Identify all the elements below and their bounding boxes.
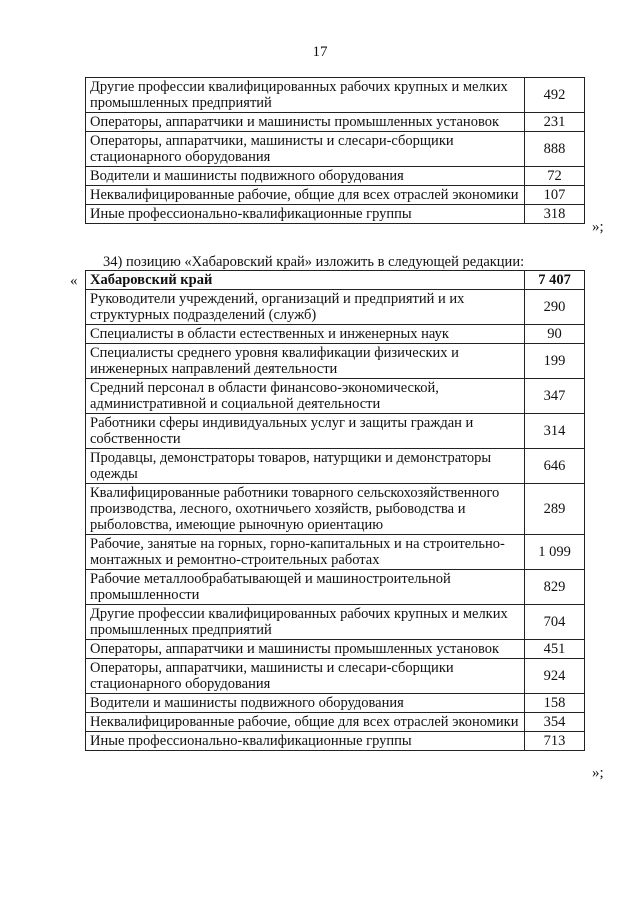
occupation-count: 354 (525, 713, 585, 732)
occupation-count: 199 (525, 344, 585, 379)
table-row (86, 113, 585, 132)
occupation-count: 107 (525, 186, 585, 205)
table-row (86, 379, 585, 414)
occupation-count: 451 (525, 640, 585, 659)
occupation-count: 704 (525, 605, 585, 640)
occupation-label: Водители и машинисты подвижного оборудования (86, 167, 525, 186)
table-khabarovsk-krai (85, 270, 585, 751)
occupation-count: 924 (525, 659, 585, 694)
occupation-count: 72 (525, 167, 585, 186)
table-row (86, 167, 585, 186)
region-name: Хабаровский край (86, 271, 525, 290)
occupation-count: 1 099 (525, 535, 585, 570)
table-row (86, 205, 585, 224)
occupation-count: 492 (525, 78, 585, 113)
occupation-count: 829 (525, 570, 585, 605)
table-row (86, 659, 585, 694)
occupation-label: Специалисты среднего уровня квалификации физических и инженерных направлений деятельности (86, 344, 525, 379)
closing-quote-1: »; (592, 219, 604, 235)
occupation-label: Неквалифицированные рабочие, общие для всех отраслей экономики (86, 186, 525, 205)
table-row (86, 570, 585, 605)
table-row (86, 325, 585, 344)
occupation-count: 646 (525, 449, 585, 484)
occupation-label: Продавцы, демонстраторы товаров, натурщики и демонстраторы одежды (86, 449, 525, 484)
table-row (86, 344, 585, 379)
opening-quote: « (70, 273, 78, 289)
occupation-count: 314 (525, 414, 585, 449)
table-row (86, 484, 585, 535)
table-row (86, 535, 585, 570)
table-header-row (86, 271, 585, 290)
occupation-count: 289 (525, 484, 585, 535)
occupation-count: 347 (525, 379, 585, 414)
table-row (86, 290, 585, 325)
table-row (86, 414, 585, 449)
table-row (86, 605, 585, 640)
occupation-label: Операторы, аппаратчики, машинисты и слесари-сборщики стационарного оборудования (86, 132, 525, 167)
occupation-count: 888 (525, 132, 585, 167)
table-row (86, 186, 585, 205)
table-row (86, 78, 585, 113)
closing-quote-2: »; (592, 765, 604, 781)
table-row (86, 449, 585, 484)
table-row (86, 132, 585, 167)
page-number: 17 (312, 44, 328, 60)
occupation-label: Иные профессионально-квалификационные группы (86, 732, 525, 751)
occupation-label: Рабочие металлообрабатывающей и машиностроительной промышленности (86, 570, 525, 605)
occupation-count: 90 (525, 325, 585, 344)
occupation-count: 713 (525, 732, 585, 751)
table-row (86, 713, 585, 732)
occupation-count: 158 (525, 694, 585, 713)
occupation-label: Работники сферы индивидуальных услуг и защиты граждан и собственности (86, 414, 525, 449)
table-occupations-previous (85, 77, 585, 224)
occupation-label: Другие профессии квалифицированных рабочих крупных и мелких промышленных предприятий (86, 78, 525, 113)
occupation-label: Специалисты в области естественных и инженерных наук (86, 325, 525, 344)
occupation-label: Водители и машинисты подвижного оборудования (86, 694, 525, 713)
occupation-label: Квалифицированные работники товарного сельскохозяйственного производства, лесного, охотничьего хозяйств, рыбоводства и рыболовства, имеющие рыночную ориентацию (86, 484, 525, 535)
occupation-count: 231 (525, 113, 585, 132)
occupation-count: 318 (525, 205, 585, 224)
occupation-count: 290 (525, 290, 585, 325)
table-row (86, 732, 585, 751)
occupation-label: Руководители учреждений, организаций и предприятий и их структурных подразделений (служб) (86, 290, 525, 325)
occupation-label: Неквалифицированные рабочие, общие для всех отраслей экономики (86, 713, 525, 732)
occupation-label: Операторы, аппаратчики и машинисты промышленных установок (86, 640, 525, 659)
occupation-label: Операторы, аппаратчики и машинисты промышленных установок (86, 113, 525, 132)
occupation-label: Операторы, аппаратчики, машинисты и слесари-сборщики стационарного оборудования (86, 659, 525, 694)
amendment-instruction: 34) позицию «Хабаровский край» изложить в следующей редакции: (103, 254, 525, 270)
region-total: 7 407 (525, 271, 585, 290)
occupation-label: Другие профессии квалифицированных рабочих крупных и мелких промышленных предприятий (86, 605, 525, 640)
occupation-label: Иные профессионально-квалификационные группы (86, 205, 525, 224)
occupation-label: Рабочие, занятые на горных, горно-капитальных и на строительно-монтажных и ремонтно-строительных работах (86, 535, 525, 570)
table-row (86, 640, 585, 659)
occupation-label: Средний персонал в области финансово-экономической, административной и социальной деятельности (86, 379, 525, 414)
table-row (86, 694, 585, 713)
